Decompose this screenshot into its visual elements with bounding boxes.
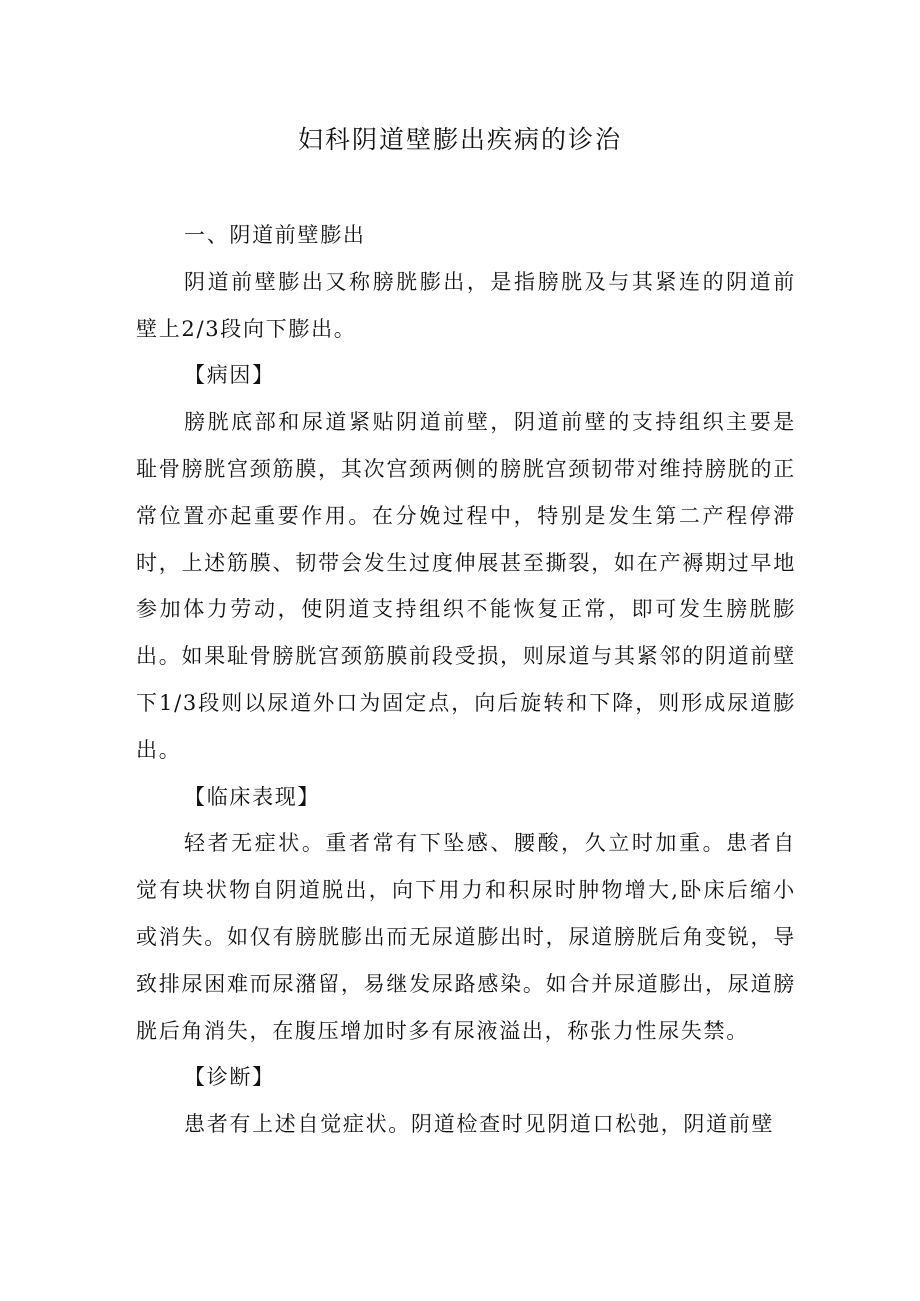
subheading-diagnosis: 【诊断】 [184, 1065, 275, 1090]
section-heading-anterior-wall-prolapse: 一、阴道前壁膨出 [184, 223, 366, 247]
paragraph-definition: 阴道前壁膨出又称膀胱膨出，是指膀胱及与其紧连的阴道前壁上2/3段向下膨出。 [136, 269, 796, 341]
paragraph-clinical-manifestation: 轻者无症状。重者常有下坠感、腰酸，久立时加重。患者自觉有块状物自阴道脱出，向下用力和积尿时肿物增大,卧床后缩小或消失。如仅有膀胱膨出而无尿道膨出时，尿道膀胱后角变锐，导致排尿困难而尿潴留，易继发尿路感染。如合并尿道膨出，尿道膀胱后角消失，在腹压增加时多有尿液溢出，称张力性尿失禁。 [136, 831, 796, 1043]
subheading-etiology: 【病因】 [184, 363, 275, 388]
paragraph-diagnosis: 患者有上述自觉症状。阴道检查时见阴道口松弛，阴道前壁 [184, 1112, 775, 1137]
document-body [136, 212, 796, 1148]
subheading-clinical-manifestation: 【临床表现】 [184, 784, 321, 809]
paragraph-etiology: 膀胱底部和尿道紧贴阴道前壁，阴道前壁的支持组织主要是耻骨膀胱宫颈筋膜，其次宫颈两侧的膀胱宫颈韧带对维持膀胱的正常位置亦起重要作用。在分娩过程中，特别是发生第二产程停滞时，上述筋膜、韧带会发生过度伸展甚至撕裂，如在产褥期过早地参加体力劳动，使阴道支持组织不能恢复正常，即可发生膀胱膨出。如果耻骨膀胱宫颈筋膜前段受损，则尿道与其紧邻的阴道前壁下1/3段则以尿道外口为固定点，向后旋转和下降，则形成尿道膨出。 [136, 410, 796, 762]
page-title: 妇科阴道壁膨出疾病的诊治 [297, 125, 622, 154]
